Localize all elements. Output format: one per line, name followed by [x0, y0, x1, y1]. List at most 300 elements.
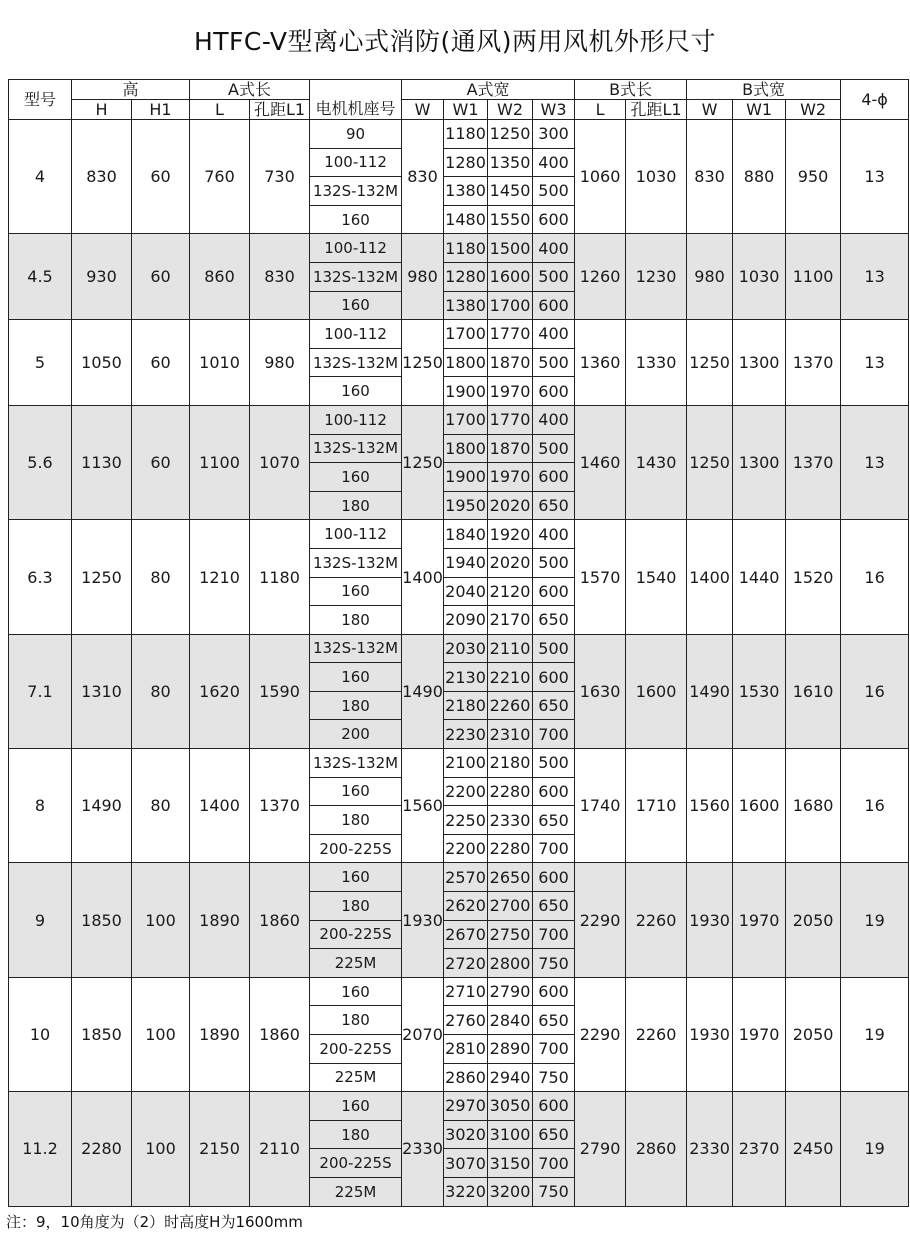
cell-a-w3: 600: [533, 291, 575, 320]
cell-a-w1: 2200: [444, 777, 488, 806]
cell-b-l1: 1230: [626, 234, 687, 320]
cell-a-w2: 2790: [488, 977, 533, 1006]
cell-a-l1: 830: [250, 234, 310, 320]
cell-a-l1: 1180: [250, 520, 310, 634]
cell-b-w1: 2370: [733, 1092, 786, 1206]
cell-a-w2: 1770: [488, 320, 533, 349]
cell-b-w1: 1600: [733, 749, 786, 863]
model-group: [9, 120, 909, 234]
cell-a-w1: 2810: [444, 1035, 488, 1064]
cell-a-w3: 600: [533, 205, 575, 234]
cell-b-w2: 1680: [786, 749, 841, 863]
cell-h: 2280: [72, 1092, 132, 1206]
cell-a-w2: 2700: [488, 892, 533, 921]
cell-motor: 160: [310, 863, 402, 892]
cell-motor: 225M: [310, 949, 402, 978]
cell-a-w2: 3150: [488, 1149, 533, 1178]
cell-a-l: 860: [190, 234, 250, 320]
cell-b-l: 1360: [575, 320, 626, 406]
cell-a-w: 1400: [402, 520, 444, 634]
cell-model: 4.5: [9, 234, 72, 320]
cell-a-w3: 300: [533, 120, 575, 149]
cell-b-l: 2290: [575, 977, 626, 1091]
table-row: [9, 520, 909, 549]
table-row: [9, 863, 909, 892]
cell-a-w1: 2030: [444, 634, 488, 663]
cell-h: 1850: [72, 863, 132, 977]
cell-a-w3: 700: [533, 920, 575, 949]
cell-a-w3: 500: [533, 262, 575, 291]
cell-motor: 160: [310, 977, 402, 1006]
cell-a-l: 1400: [190, 749, 250, 863]
header-h: H: [72, 100, 132, 120]
model-group: [9, 977, 909, 1091]
cell-a-w3: 400: [533, 520, 575, 549]
cell-b-l: 1630: [575, 634, 626, 748]
cell-a-w: 1490: [402, 634, 444, 748]
cell-a-l: 1890: [190, 977, 250, 1091]
cell-a-w: 1250: [402, 405, 444, 519]
cell-a-w3: 650: [533, 491, 575, 520]
header-a-w1: W1: [444, 100, 488, 120]
cell-a-w: 2070: [402, 977, 444, 1091]
cell-a-w3: 600: [533, 863, 575, 892]
cell-h1: 80: [132, 749, 190, 863]
header-b-l: L: [575, 100, 626, 120]
cell-a-l: 1210: [190, 520, 250, 634]
cell-b-w1: 1440: [733, 520, 786, 634]
cell-a-w3: 400: [533, 148, 575, 177]
cell-b-w: 1930: [687, 863, 733, 977]
cell-motor: 160: [310, 205, 402, 234]
cell-a-w2: 2180: [488, 749, 533, 778]
cell-a-w1: 2760: [444, 1006, 488, 1035]
cell-a-l1: 1860: [250, 863, 310, 977]
cell-a-w1: 1840: [444, 520, 488, 549]
dimension-table: [8, 79, 909, 1207]
cell-a-w3: 700: [533, 834, 575, 863]
cell-a-w3: 500: [533, 177, 575, 206]
cell-motor: 90: [310, 120, 402, 149]
cell-a-w1: 1180: [444, 234, 488, 263]
cell-b-w: 1490: [687, 634, 733, 748]
cell-h: 1130: [72, 405, 132, 519]
model-group: [9, 749, 909, 863]
cell-motor: 132S-132M: [310, 262, 402, 291]
cell-h1: 60: [132, 120, 190, 234]
cell-b-w2: 1370: [786, 320, 841, 406]
cell-a-w1: 2970: [444, 1092, 488, 1121]
header-b-width-group: B式宽: [687, 80, 841, 100]
cell-motor: 100-112: [310, 320, 402, 349]
header-a-w3: W3: [533, 100, 575, 120]
cell-motor: 132S-132M: [310, 434, 402, 463]
header-a-l: L: [190, 100, 250, 120]
cell-a-w3: 650: [533, 892, 575, 921]
cell-motor: 100-112: [310, 520, 402, 549]
model-group: [9, 405, 909, 519]
cell-model: 10: [9, 977, 72, 1091]
header-b-length-group: B式长: [575, 80, 687, 100]
header-b-w: W: [687, 100, 733, 120]
cell-holes: 13: [841, 405, 909, 519]
cell-b-w: 1250: [687, 405, 733, 519]
cell-a-w3: 600: [533, 377, 575, 406]
cell-a-w2: 2800: [488, 949, 533, 978]
table-row: [9, 120, 909, 149]
cell-motor: 180: [310, 1006, 402, 1035]
cell-motor: 180: [310, 606, 402, 635]
cell-a-w1: 3070: [444, 1149, 488, 1178]
cell-motor: 180: [310, 806, 402, 835]
cell-a-l: 1010: [190, 320, 250, 406]
cell-a-w1: 2180: [444, 691, 488, 720]
cell-a-w2: 2020: [488, 548, 533, 577]
cell-a-w2: 1550: [488, 205, 533, 234]
cell-b-w2: 2050: [786, 977, 841, 1091]
cell-a-w2: 2750: [488, 920, 533, 949]
header-model: 型号: [9, 80, 72, 120]
cell-motor: 180: [310, 691, 402, 720]
cell-a-l1: 730: [250, 120, 310, 234]
table-row: [9, 320, 909, 349]
cell-a-w1: 2040: [444, 577, 488, 606]
cell-holes: 16: [841, 520, 909, 634]
cell-a-w2: 2310: [488, 720, 533, 749]
cell-motor: 132S-132M: [310, 548, 402, 577]
cell-a-w3: 500: [533, 548, 575, 577]
cell-h1: 60: [132, 234, 190, 320]
cell-h1: 80: [132, 520, 190, 634]
cell-a-w3: 750: [533, 1177, 575, 1206]
cell-b-w2: 2450: [786, 1092, 841, 1206]
cell-a-w1: 2230: [444, 720, 488, 749]
cell-motor: 200-225S: [310, 834, 402, 863]
cell-a-w3: 600: [533, 777, 575, 806]
cell-a-w: 1560: [402, 749, 444, 863]
cell-a-w1: 1480: [444, 205, 488, 234]
cell-a-w: 2330: [402, 1092, 444, 1206]
cell-a-w3: 400: [533, 234, 575, 263]
cell-h1: 100: [132, 1092, 190, 1206]
cell-a-w1: 2620: [444, 892, 488, 921]
cell-a-l: 1100: [190, 405, 250, 519]
cell-a-w2: 2170: [488, 606, 533, 635]
cell-a-l1: 1370: [250, 749, 310, 863]
cell-a-w1: 1700: [444, 320, 488, 349]
table-row: [9, 749, 909, 778]
cell-holes: 19: [841, 863, 909, 977]
cell-model: 5.6: [9, 405, 72, 519]
cell-motor: 200-225S: [310, 1149, 402, 1178]
cell-b-l: 1060: [575, 120, 626, 234]
cell-a-l: 2150: [190, 1092, 250, 1206]
cell-a-w1: 1940: [444, 548, 488, 577]
cell-motor: 132S-132M: [310, 177, 402, 206]
cell-a-w2: 1700: [488, 291, 533, 320]
cell-a-w1: 2570: [444, 863, 488, 892]
cell-a-w1: 2100: [444, 749, 488, 778]
cell-a-w2: 1920: [488, 520, 533, 549]
cell-model: 11.2: [9, 1092, 72, 1206]
cell-a-w3: 400: [533, 320, 575, 349]
cell-a-w3: 600: [533, 463, 575, 492]
cell-a-w1: 3020: [444, 1120, 488, 1149]
cell-a-l1: 1590: [250, 634, 310, 748]
cell-h: 1310: [72, 634, 132, 748]
cell-a-w3: 650: [533, 1006, 575, 1035]
cell-a-w1: 1900: [444, 463, 488, 492]
cell-motor: 100-112: [310, 405, 402, 434]
cell-a-w2: 2110: [488, 634, 533, 663]
cell-b-w: 2330: [687, 1092, 733, 1206]
header-holes: 4-ϕ: [841, 80, 909, 120]
cell-b-l: 2290: [575, 863, 626, 977]
cell-a-w3: 700: [533, 720, 575, 749]
cell-a-w1: 2710: [444, 977, 488, 1006]
cell-motor: 200: [310, 720, 402, 749]
cell-a-l1: 980: [250, 320, 310, 406]
cell-a-w3: 750: [533, 949, 575, 978]
cell-a-w2: 2260: [488, 691, 533, 720]
cell-a-l1: 2110: [250, 1092, 310, 1206]
cell-a-w2: 1250: [488, 120, 533, 149]
cell-b-l1: 1330: [626, 320, 687, 406]
cell-b-w: 1400: [687, 520, 733, 634]
cell-motor: 100-112: [310, 148, 402, 177]
cell-a-l: 1890: [190, 863, 250, 977]
cell-a-w1: 1800: [444, 348, 488, 377]
cell-a-w1: 1280: [444, 148, 488, 177]
cell-a-w3: 650: [533, 606, 575, 635]
cell-b-l1: 2260: [626, 977, 687, 1091]
cell-motor: 180: [310, 1120, 402, 1149]
cell-h: 930: [72, 234, 132, 320]
header-a-l1: 孔距L1: [250, 100, 310, 120]
header-a-w: W: [402, 100, 444, 120]
header-b-l1: 孔距L1: [626, 100, 687, 120]
cell-model: 8: [9, 749, 72, 863]
cell-a-w1: 2860: [444, 1063, 488, 1092]
cell-h: 1850: [72, 977, 132, 1091]
cell-model: 7.1: [9, 634, 72, 748]
cell-a-w2: 1970: [488, 463, 533, 492]
cell-a-w1: 1700: [444, 405, 488, 434]
cell-a-w3: 500: [533, 634, 575, 663]
cell-a-w1: 2090: [444, 606, 488, 635]
cell-b-w2: 2050: [786, 863, 841, 977]
model-group: [9, 1092, 909, 1206]
cell-a-w2: 3100: [488, 1120, 533, 1149]
cell-motor: 180: [310, 892, 402, 921]
cell-b-w1: 1970: [733, 863, 786, 977]
cell-b-w2: 1100: [786, 234, 841, 320]
cell-b-w1: 1300: [733, 405, 786, 519]
model-group: [9, 234, 909, 320]
table-row: [9, 1092, 909, 1121]
cell-b-w: 830: [687, 120, 733, 234]
cell-a-l1: 1070: [250, 405, 310, 519]
cell-a-w2: 2940: [488, 1063, 533, 1092]
cell-a-w3: 500: [533, 749, 575, 778]
cell-a-w1: 1180: [444, 120, 488, 149]
cell-holes: 19: [841, 977, 909, 1091]
cell-a-w1: 1900: [444, 377, 488, 406]
model-group: [9, 863, 909, 977]
cell-motor: 160: [310, 777, 402, 806]
cell-model: 6.3: [9, 520, 72, 634]
cell-model: 9: [9, 863, 72, 977]
cell-a-w: 830: [402, 120, 444, 234]
cell-a-w2: 1870: [488, 434, 533, 463]
cell-holes: 16: [841, 634, 909, 748]
model-group: [9, 520, 909, 634]
cell-a-w2: 1500: [488, 234, 533, 263]
cell-a-w2: 2280: [488, 777, 533, 806]
cell-a-w2: 2840: [488, 1006, 533, 1035]
cell-b-w: 1560: [687, 749, 733, 863]
cell-motor: 180: [310, 491, 402, 520]
model-group: [9, 634, 909, 748]
table-row: [9, 405, 909, 434]
cell-b-w1: 1030: [733, 234, 786, 320]
cell-a-l: 1620: [190, 634, 250, 748]
cell-a-w1: 1800: [444, 434, 488, 463]
cell-a-w1: 1950: [444, 491, 488, 520]
cell-a-w2: 2210: [488, 663, 533, 692]
cell-motor: 225M: [310, 1177, 402, 1206]
cell-a-w1: 1380: [444, 177, 488, 206]
cell-b-w: 1930: [687, 977, 733, 1091]
header-a-w2: W2: [488, 100, 533, 120]
model-group: [9, 320, 909, 406]
cell-b-l1: 2860: [626, 1092, 687, 1206]
cell-a-w2: 1450: [488, 177, 533, 206]
cell-motor: 132S-132M: [310, 634, 402, 663]
cell-b-w1: 1300: [733, 320, 786, 406]
table-row: [9, 234, 909, 263]
cell-b-l: 1460: [575, 405, 626, 519]
cell-b-w2: 1610: [786, 634, 841, 748]
cell-motor: 160: [310, 663, 402, 692]
cell-a-w1: 3220: [444, 1177, 488, 1206]
cell-a-w3: 650: [533, 691, 575, 720]
cell-a-w3: 600: [533, 577, 575, 606]
cell-b-w1: 1530: [733, 634, 786, 748]
cell-a-w: 1930: [402, 863, 444, 977]
header-motor-spacer: [310, 80, 402, 100]
cell-a-w3: 650: [533, 1120, 575, 1149]
header-b-w1: W1: [733, 100, 786, 120]
cell-a-w3: 600: [533, 663, 575, 692]
table-row: [9, 977, 909, 1006]
cell-b-l1: 1430: [626, 405, 687, 519]
cell-a-w1: 2250: [444, 806, 488, 835]
cell-h1: 60: [132, 320, 190, 406]
cell-b-l1: 1600: [626, 634, 687, 748]
cell-a-w2: 3200: [488, 1177, 533, 1206]
cell-a-w2: 2330: [488, 806, 533, 835]
cell-a-w3: 700: [533, 1149, 575, 1178]
cell-a-w: 980: [402, 234, 444, 320]
cell-holes: 19: [841, 1092, 909, 1206]
cell-b-l: 1570: [575, 520, 626, 634]
header-b-w2: W2: [786, 100, 841, 120]
cell-a-w3: 600: [533, 1092, 575, 1121]
cell-b-w2: 1520: [786, 520, 841, 634]
cell-b-w1: 880: [733, 120, 786, 234]
cell-a-l1: 1860: [250, 977, 310, 1091]
cell-a-w2: 2650: [488, 863, 533, 892]
cell-a-w2: 1870: [488, 348, 533, 377]
cell-b-l: 1260: [575, 234, 626, 320]
cell-b-l: 2790: [575, 1092, 626, 1206]
cell-motor: 160: [310, 1092, 402, 1121]
cell-model: 4: [9, 120, 72, 234]
cell-b-w: 980: [687, 234, 733, 320]
cell-a-w1: 1280: [444, 262, 488, 291]
cell-a-w3: 400: [533, 405, 575, 434]
cell-motor: 100-112: [310, 234, 402, 263]
cell-h: 1250: [72, 520, 132, 634]
table-header: [9, 80, 909, 120]
cell-b-l1: 1540: [626, 520, 687, 634]
cell-motor: 160: [310, 463, 402, 492]
cell-a-w2: 2890: [488, 1035, 533, 1064]
cell-h1: 100: [132, 977, 190, 1091]
cell-a-w1: 1380: [444, 291, 488, 320]
cell-holes: 16: [841, 749, 909, 863]
header-h1: H1: [132, 100, 190, 120]
cell-motor: 132S-132M: [310, 749, 402, 778]
cell-holes: 13: [841, 320, 909, 406]
cell-b-w2: 950: [786, 120, 841, 234]
cell-b-w2: 1370: [786, 405, 841, 519]
header-a-width-group: A式宽: [402, 80, 575, 100]
cell-h: 830: [72, 120, 132, 234]
cell-motor: 160: [310, 291, 402, 320]
cell-a-w2: 3050: [488, 1092, 533, 1121]
cell-a-w3: 500: [533, 348, 575, 377]
cell-a-w3: 700: [533, 1035, 575, 1064]
cell-a-w1: 2720: [444, 949, 488, 978]
cell-b-w: 1250: [687, 320, 733, 406]
header-motor: 电机机座号: [310, 100, 402, 120]
cell-h: 1050: [72, 320, 132, 406]
cell-motor: 160: [310, 577, 402, 606]
cell-h1: 100: [132, 863, 190, 977]
cell-a-w2: 2020: [488, 491, 533, 520]
cell-a-w2: 1600: [488, 262, 533, 291]
header-a-length-group: A式长: [190, 80, 310, 100]
cell-a-w1: 2670: [444, 920, 488, 949]
cell-model: 5: [9, 320, 72, 406]
cell-motor: 132S-132M: [310, 348, 402, 377]
cell-b-l1: 1030: [626, 120, 687, 234]
cell-a-w2: 2280: [488, 834, 533, 863]
page-title: HTFC-V型离心式消防(通风)两用风机外形尺寸: [193, 27, 717, 56]
cell-a-w1: 2130: [444, 663, 488, 692]
cell-h1: 80: [132, 634, 190, 748]
footnote: 注：9，10角度为（2）时高度H为1600mm: [6, 1213, 303, 1231]
cell-a-w3: 750: [533, 1063, 575, 1092]
cell-holes: 13: [841, 120, 909, 234]
cell-motor: 160: [310, 377, 402, 406]
cell-motor: 225M: [310, 1063, 402, 1092]
cell-a-w3: 500: [533, 434, 575, 463]
cell-b-l1: 1710: [626, 749, 687, 863]
cell-a-w2: 1350: [488, 148, 533, 177]
